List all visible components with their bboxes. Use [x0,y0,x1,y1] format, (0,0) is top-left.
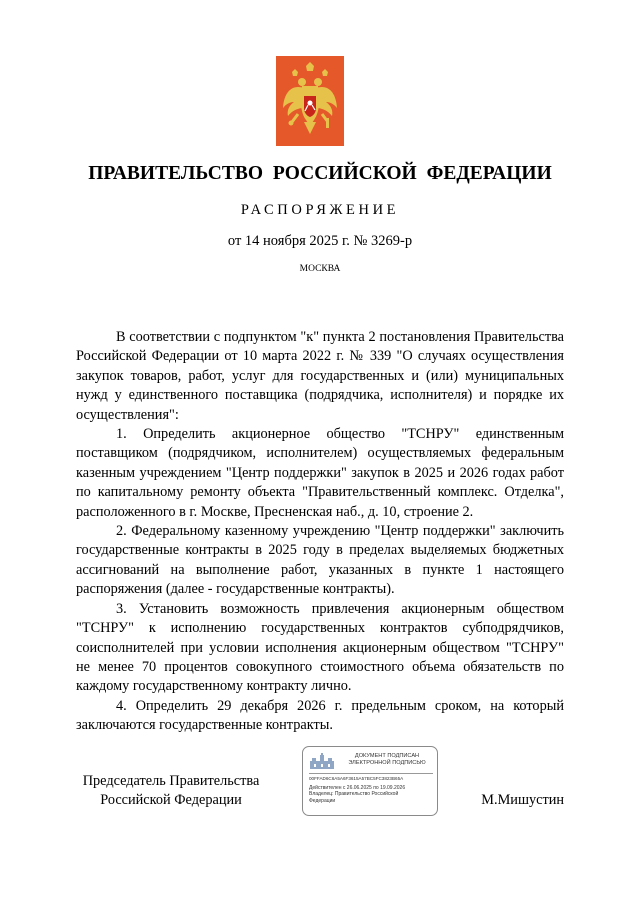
document-city: МОСКВА [299,264,341,274]
signer-position-line-1: Председатель Правительства [82,773,260,789]
stamp-owner-line-2: Федерации [309,797,336,804]
stamp-title-line-2: ЭЛЕКТРОННОЙ ПОДПИСЬЮ [348,760,426,766]
stamp-owner-line-1: Владелец: Правительство Российской [309,791,399,798]
document-date-number: от 14 ноября 2025 г. № 3269-р [227,233,413,249]
stamp-title [339,753,435,767]
russian-coat-of-arms-icon [276,56,344,146]
stamp-title-line-1: ДОКУМЕНТ ПОДПИСАН [354,753,420,759]
stamp-certificate: 00FFAD6C6A5A6F3615A57BC5FC3823B65A [309,776,404,781]
clause-1-paragraph: 1. Определить акционерное общество "ТСНРУ" единственным поставщиком (подрядчиком, исполнителем) осуществляемых федеральным казенным учреждением "Центр поддержки" закупок в 2025 и 2026 годах работ по капитальному ремонту объекта "Правительственный комплекс. Отделка", расположенного в г. Москве, Пресненская наб., д. 10, строение 2. [76,426,564,520]
document-type: РАСПОРЯЖЕНИЕ [240,202,400,218]
clause-2-paragraph: 2. Федеральному казенному учреждению "Центр поддержки" заключить государственные контракты в 2025 году в пределах выделяемых бюджетных ассигнований на выполнение работ, указанных в пункте 1 настоящего распоряжения (далее - государственные контракты). [76,523,564,598]
stamp-divider [309,773,433,774]
stamp-info [309,785,435,804]
clause-4-paragraph: 4. Определить 29 декабря 2026 г. предельным сроком, на который заключаются государственные контракты. [76,697,564,734]
signer-position [76,772,266,811]
document-body [76,328,564,736]
signer-position-line-2: Российской Федерации [100,792,242,809]
stamp-validity: Действителен с 26.06.2025 по 19.09.2026 [309,785,406,791]
preamble-paragraph: В соответствии с подпунктом "к" пункта 2 постановления Правительства Российской Федерации от 10 марта 2022 г. № 339 "О случаях осуществления закупок товаров, работ, услуг для государственных и (или) муниципальных нужд у единственного поставщика (подрядчика, исполнителя) и порядке их осуществления": [76,329,564,423]
signer-name: М.Мишустин [481,792,564,808]
kremlin-building-icon [309,753,335,770]
clause-3-paragraph: 3. Установить возможность привлечения акционерным обществом "ТСНРУ" к исполнению государственных контрактов субподрядчиков, соисполнителей при условии исполнения акционерным обществом "ТСНРУ" не менее 70 процентов совокупного стоимостного объема обязательств по каждому государственному контракту лично. [76,600,564,695]
government-title: ПРАВИТЕЛЬСТВО РОССИЙСКОЙ ФЕДЕРАЦИИ [88,163,552,184]
electronic-signature-stamp [302,746,438,816]
